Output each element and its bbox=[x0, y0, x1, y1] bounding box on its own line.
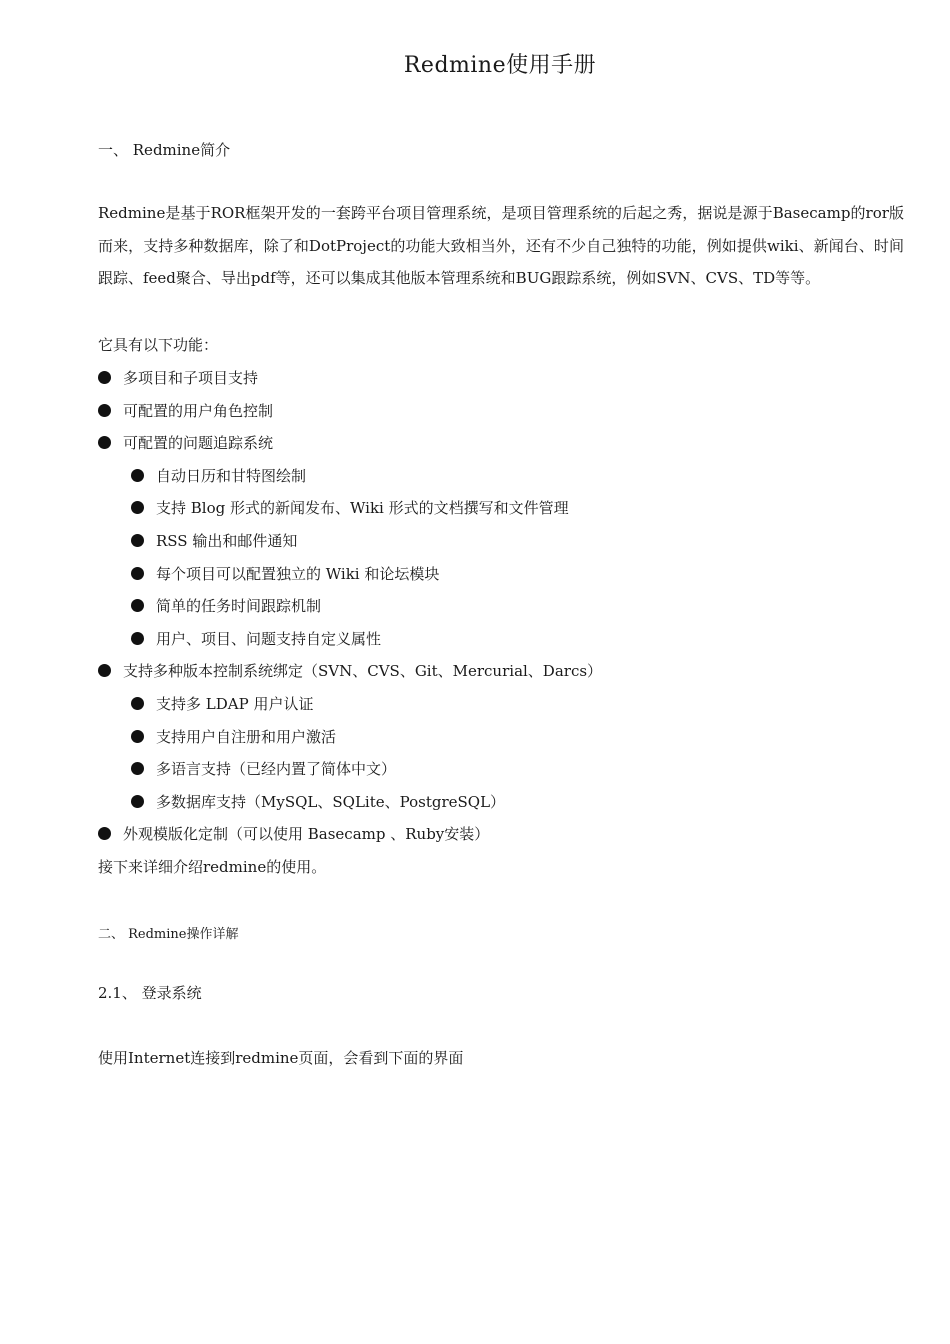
feature-text: 简单的任务时间跟踪机制 bbox=[156, 597, 322, 616]
feature-text: 可配置的问题追踪系统 bbox=[123, 434, 274, 453]
bullet-icon bbox=[131, 599, 144, 612]
subsection-2-1-body: 使用Internet连接到redmine页面，会看到下面的界面 bbox=[98, 1049, 464, 1067]
bullet-icon bbox=[98, 436, 111, 449]
bullet-icon bbox=[131, 632, 144, 645]
feature-list-item bbox=[98, 367, 258, 388]
feature-list-item bbox=[131, 530, 297, 551]
bullet-icon bbox=[98, 827, 111, 840]
feature-text: 外观模版化定制（可以使用 Basecamp 、Ruby安装） bbox=[123, 825, 490, 844]
bullet-icon bbox=[131, 469, 144, 482]
bullet-icon bbox=[98, 404, 111, 417]
intro-paragraph: Redmine是基于ROR框架开发的一套跨平台项目管理系统，是项目管理系统的后起之秀，据说是源于Basecamp的ror版而来，支持多种数据库，除了和DotProject的功能大致相当外，还有不少自己独特的功能，例如提供wiki、新闻台、时间跟踪、feed聚合、导出pdf等，还可以集成其他版本管理系统和BUG跟踪系统，例如SVN、CVS、TD等等。 bbox=[98, 204, 904, 287]
bullet-icon bbox=[131, 730, 144, 743]
feature-list-item bbox=[131, 726, 336, 747]
feature-text: 每个项目可以配置独立的 Wiki 和论坛模块 bbox=[156, 564, 440, 583]
bullet-icon bbox=[131, 534, 144, 547]
bullet-icon bbox=[131, 795, 144, 808]
feature-list-item bbox=[98, 432, 273, 453]
feature-text: 用户、项目、问题支持自定义属性 bbox=[156, 629, 382, 648]
feature-text: RSS 输出和邮件通知 bbox=[156, 532, 298, 550]
feature-list-item bbox=[98, 660, 602, 681]
feature-text: 多语言支持（已经内置了简体中文） bbox=[156, 760, 397, 779]
feature-list-item bbox=[98, 823, 489, 844]
bullet-icon bbox=[131, 567, 144, 580]
feature-list-item bbox=[131, 563, 439, 584]
bullet-icon bbox=[98, 371, 111, 384]
features-intro: 它具有以下功能： bbox=[98, 336, 219, 354]
subsection-2-1-heading: 2.1、 登录系统 bbox=[98, 984, 202, 1002]
feature-list-item bbox=[131, 465, 306, 486]
closing-line: 接下来详细介绍redmine的使用。 bbox=[98, 858, 327, 876]
feature-text: 多项目和子项目支持 bbox=[123, 369, 259, 387]
bullet-icon bbox=[98, 664, 111, 677]
section-1-heading: 一、 Redmine简介 bbox=[98, 141, 231, 159]
bullet-icon bbox=[131, 697, 144, 710]
feature-list-item bbox=[98, 400, 273, 421]
feature-text: 多数据库支持（MySQL、SQLite、PostgreSQL） bbox=[156, 792, 506, 811]
document-title: Redmine使用手册 bbox=[403, 53, 597, 78]
bullet-icon bbox=[131, 762, 144, 775]
feature-list-item bbox=[131, 595, 321, 616]
feature-list-item bbox=[131, 628, 381, 649]
bullet-icon bbox=[131, 501, 144, 514]
feature-list-item bbox=[131, 693, 313, 714]
feature-text: 支持多 LDAP 用户认证 bbox=[156, 695, 314, 713]
feature-list-item bbox=[131, 791, 505, 812]
feature-text: 支持用户自注册和用户激活 bbox=[156, 727, 337, 746]
feature-text: 自动日历和甘特图绘制 bbox=[156, 466, 307, 485]
feature-text: 支持多种版本控制系统绑定（SVN、CVS、Git、Mercurial、Darcs） bbox=[123, 662, 603, 681]
feature-text: 可配置的用户角色控制 bbox=[123, 401, 274, 420]
feature-list-item bbox=[131, 758, 396, 779]
feature-text: 支持 Blog 形式的新闻发布、Wiki 形式的文档撰写和文件管理 bbox=[156, 499, 569, 518]
section-2-heading: 二、 Redmine操作详解 bbox=[98, 927, 239, 942]
feature-list-item bbox=[131, 497, 569, 518]
